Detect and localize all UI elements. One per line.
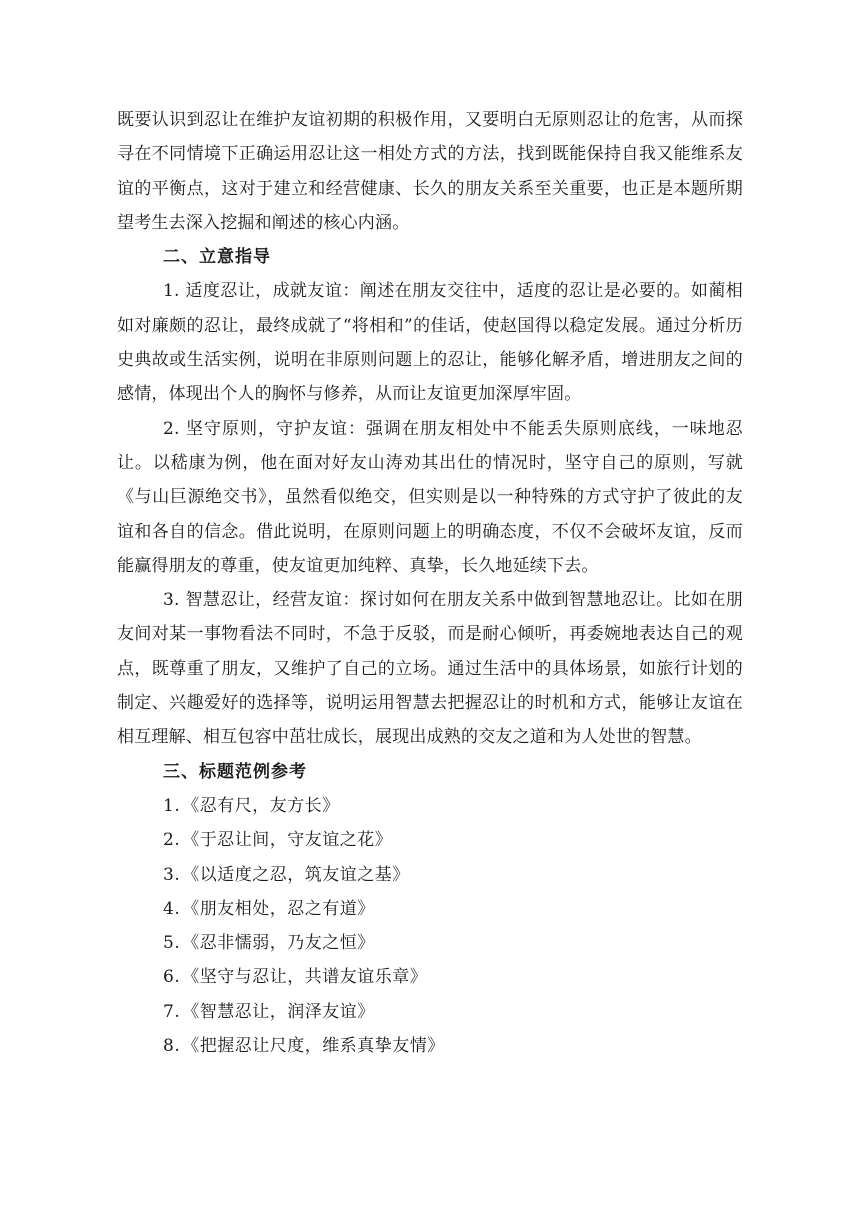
sample-title-text: 《智慧忍让，润泽友谊》 (182, 1001, 375, 1022)
sample-title-item (117, 995, 743, 1029)
guidance-point-3: 3. 智慧忍让，经营友谊：探讨如何在朋友关系中做到智慧地忍让。比如在朋友间对某一事物看法不同时，不急于反驳，而是耐心倾听，再委婉地表达自己的观点，既尊重了朋友，又维护了自己的立场。通过生活中的具体场景，如旅行计划的制定、兴趣爱好的选择等，说明运用智慧去把握忍让的时机和方式，能够让友谊在相互理解、相互包容中茁壮成长，展现出成熟的交友之道和为人处世的智慧。 (117, 590, 743, 748)
sample-title-number: 3. (163, 864, 181, 885)
sample-title-item (117, 823, 743, 857)
sample-title-number: 4. (163, 898, 181, 919)
sample-title-text: 《忍非懦弱，乃友之恒》 (182, 933, 375, 954)
sample-title-item (117, 892, 743, 926)
sample-title-number: 1. (163, 795, 181, 816)
sample-title-text: 《于忍让间，守友谊之花》 (182, 830, 393, 851)
sample-title-number: 8. (163, 1036, 181, 1057)
sample-title-text: 《忍有尺，友方长》 (182, 795, 340, 816)
sample-titles-list (117, 789, 743, 1063)
sample-title-item (117, 789, 743, 823)
sample-title-number: 5. (163, 933, 181, 954)
sample-title-item (117, 1029, 743, 1063)
sample-title-text: 《坚守与忍让，共谱友谊乐章》 (182, 967, 428, 988)
intro-paragraph: 既要认识到忍让在维护友谊初期的积极作用，又要明白无原则忍让的危害，从而探寻在不同情境下正确运用忍让这一相处方式的方法，找到既能保持自我又能维系友谊的平衡点，这对于建立和经营健康、长久的朋友关系至关重要，也正是本题所期望考生去深入挖掘和阐述的核心内涵。 (117, 110, 743, 233)
guidance-point-2: 2. 坚守原则，守护友谊：强调在朋友相处中不能丢失原则底线，一味地忍让。以嵇康为例，他在面对好友山涛劝其出仕的情况时，坚守自己的原则，写就《与山巨源绝交书》，虽然看似绝交，但实则是以一种特殊的方式守护了彼此的友谊和各自的信念。借此说明，在原则问题上的明确态度，不仅不会破坏友谊，反而能赢得朋友的尊重，使友谊更加纯粹、真挚，长久地延续下去。 (117, 418, 743, 576)
sample-title-item (117, 858, 743, 892)
sample-title-text: 《把握忍让尺度，维系真挚友情》 (182, 1036, 445, 1057)
sample-title-number: 2. (163, 830, 181, 851)
sample-title-number: 6. (163, 967, 181, 988)
sample-title-item (117, 960, 743, 994)
section-three-heading: 三、标题范例参考 (163, 761, 307, 782)
sample-title-item (117, 926, 743, 960)
sample-title-number: 7. (163, 1001, 181, 1022)
section-two-heading: 二、立意指导 (163, 247, 271, 268)
guidance-point-1: 1. 适度忍让，成就友谊：阐述在朋友交往中，适度的忍让是必要的。如蔺相如对廉颇的忍让，最终成就了“将相和”的佳话，使赵国得以稳定发展。通过分析历史典故或生活实例，说明在非原则问题上的忍让，能够化解矛盾，增进朋友之间的感情，体现出个人的胸怀与修养，从而让友谊更加深厚牢固。 (117, 281, 743, 405)
sample-title-text: 《朋友相处，忍之有道》 (182, 898, 375, 919)
sample-title-text: 《以适度之忍，筑友谊之基》 (182, 864, 410, 885)
document-page (117, 103, 743, 1063)
